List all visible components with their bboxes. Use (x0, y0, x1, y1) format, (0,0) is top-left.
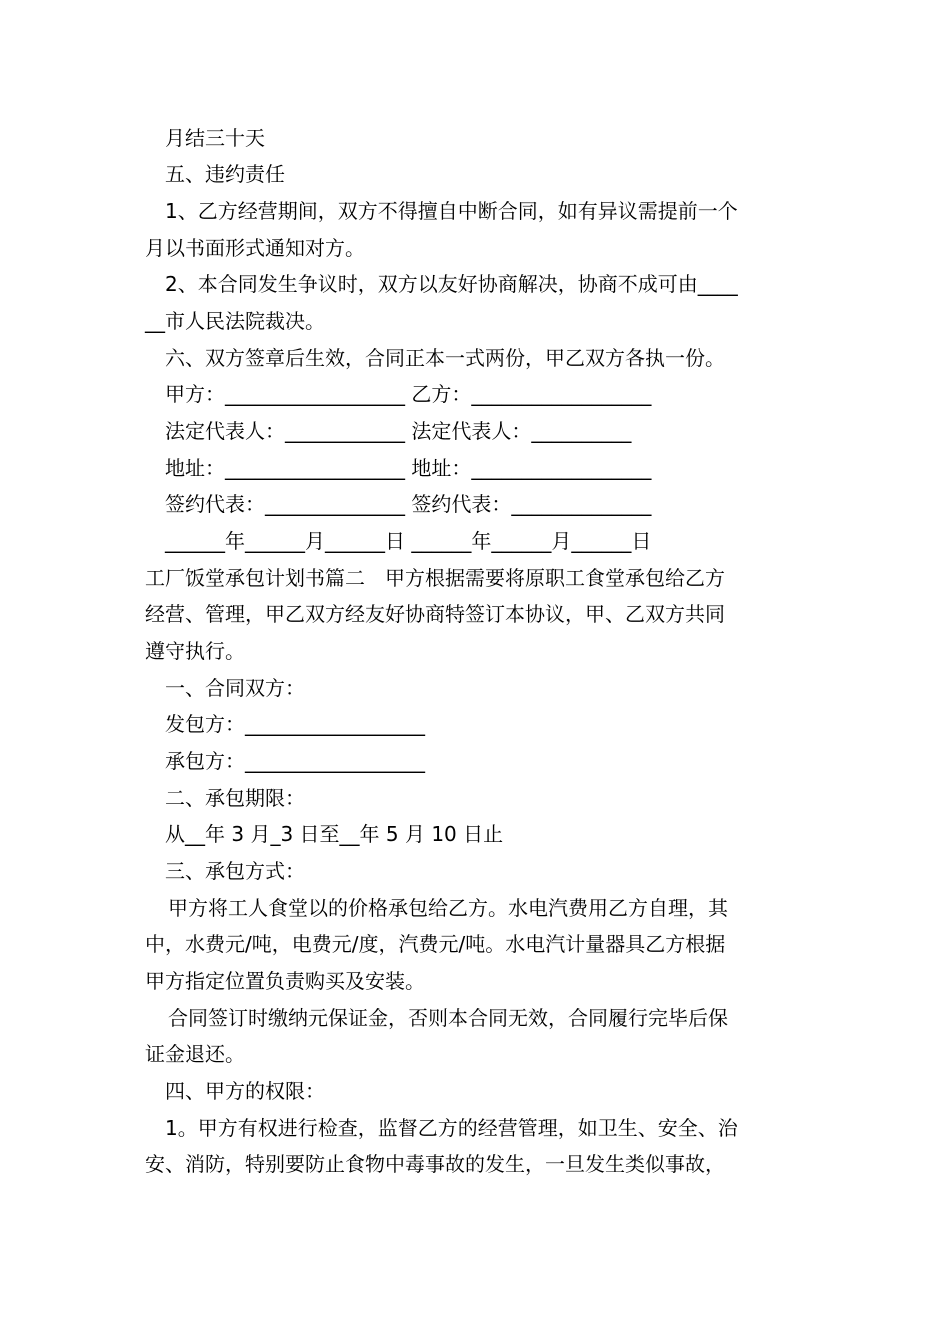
text-line: 工厂饭堂承包计划书篇二 甲方根据需要将原职工食堂承包给乙方 (145, 566, 725, 590)
text-line: 1、乙方经营期间，双方不得擅自中断合同，如有异议需提前一个 (165, 199, 738, 223)
signature-line: 发包方：__________________ (165, 712, 425, 736)
text-line: 合同签订时缴纳元保证金，否则本合同无效，合同履行完毕后保 (168, 1006, 728, 1030)
text-line: 中，水费元/吨，电费元/度，汽费元/吨。水电汽计量器具乙方根据 (145, 932, 726, 956)
signature-line: 地址：__________________ 地址：__________________ (165, 456, 652, 480)
signature-line: 法定代表人：____________ 法定代表人：__________ (165, 419, 632, 443)
text-line: 甲方指定位置负责购买及安装。 (145, 969, 425, 993)
section-heading: 三、承包方式： (165, 859, 305, 883)
signature-line: 签约代表：______________ 签约代表：______________ (165, 492, 652, 516)
text-line: 证金退还。 (145, 1042, 245, 1066)
section-heading: 一、合同双方： (165, 676, 305, 700)
text-line: 1。甲方有权进行检查，监督乙方的经营管理，如卫生、安全、治 (165, 1116, 738, 1140)
text-line: 从__年 3 月_3 日至__年 5 月 10 日止 (165, 822, 504, 846)
text-line: 甲方将工人食堂以的价格承包给乙方。水电汽费用乙方自理，其 (168, 896, 728, 920)
signature-line: 承包方：__________________ (165, 749, 425, 773)
section-heading: 二、承包期限： (165, 786, 305, 810)
signature-line: 甲方：__________________ 乙方：__________________ (165, 382, 652, 406)
text-line: 月结三十天 (165, 126, 265, 150)
text-line: 经营、管理，甲乙双方经友好协商特签订本协议，甲、乙双方共同 (145, 602, 725, 626)
text-line: 2、本合同发生争议时，双方以友好协商解决，协商不成可由____ (165, 272, 738, 296)
text-line: 六、双方签章后生效，合同正本一式两份，甲乙双方各执一份。 (165, 346, 725, 370)
text-line: 月以书面形式通知对方。 (145, 236, 365, 260)
text-line: __市人民法院裁决。 (145, 309, 325, 333)
date-line: ______年______月______日 ______年______月______日 (165, 529, 652, 553)
text-line: 安、消防，特别要防止食物中毒事故的发生，一旦发生类似事故， (145, 1152, 725, 1176)
section-heading: 四、甲方的权限： (165, 1079, 325, 1103)
section-heading: 五、违约责任 (165, 162, 285, 186)
text-line: 遵守执行。 (145, 639, 245, 663)
